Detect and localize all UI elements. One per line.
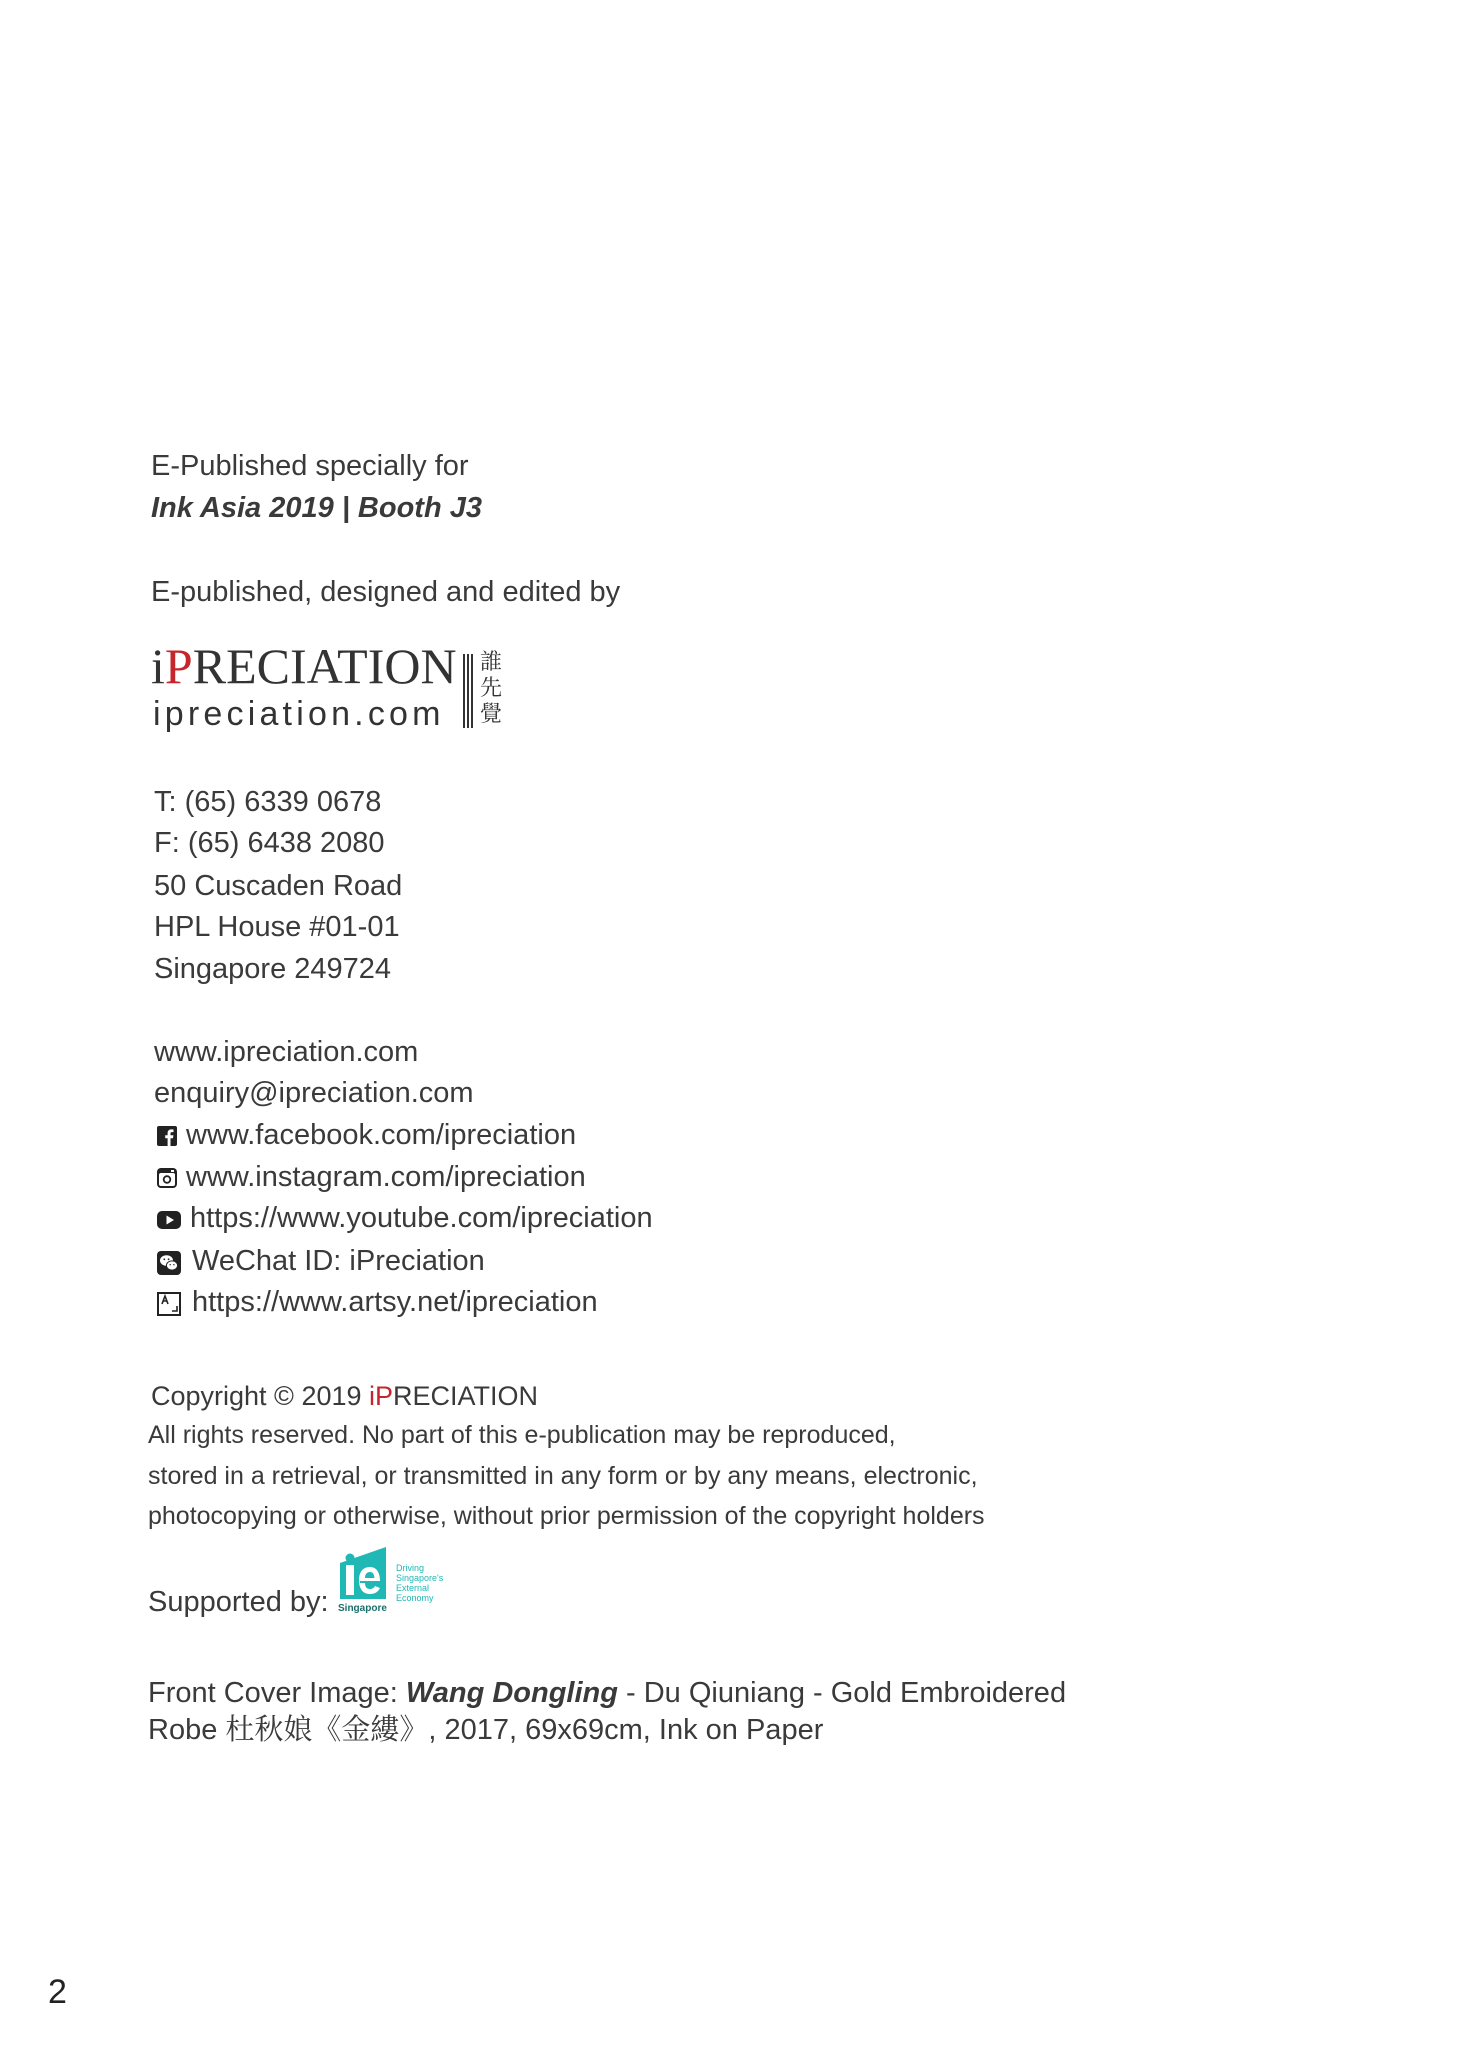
logo-domain: ipreciation.com (153, 695, 445, 733)
address-line-1: 50 Cuscaden Road (154, 870, 403, 902)
wechat-icon (157, 1251, 181, 1275)
rights-line-2: stored in a retrieval, or transmitted in any form or by any means, electronic, (148, 1462, 978, 1490)
phone-text: T: (65) 6339 0678 (154, 786, 382, 818)
publisher-label: E-published, designed and edited by (151, 576, 621, 608)
event-title: Ink Asia 2019 | Booth J3 (151, 492, 482, 524)
fax-text: F: (65) 6438 2080 (154, 827, 385, 859)
published-for-label: E-Published specially for (151, 450, 469, 482)
logo-bars (463, 654, 475, 728)
supported-by-label: Supported by: (148, 1586, 329, 1618)
logo-cjk-char: 誰 (480, 650, 503, 675)
cover-credit-line-1 (148, 1675, 1066, 1711)
address-line-2: HPL House #01-01 (154, 911, 400, 943)
ie-singapore-logo (336, 1541, 456, 1619)
logo-cjk (480, 650, 504, 728)
logo-wordmark (151, 638, 457, 694)
tagline-line: Singapore's (396, 1573, 444, 1583)
artsy-icon (157, 1292, 181, 1316)
logo-rest: RECIATION (192, 638, 457, 694)
page-number: 2 (48, 1973, 67, 2011)
rights-line-3: photocopying or otherwise, without prior permission of the copyright holders (148, 1502, 985, 1530)
ie-logo-country: Singapore (338, 1603, 387, 1614)
logo-accent: P (164, 638, 193, 694)
logo-prefix: i (151, 638, 165, 694)
email-link[interactable]: enquiry@ipreciation.com (154, 1077, 474, 1109)
tagline-line: Economy (396, 1593, 434, 1603)
youtube-icon (157, 1211, 181, 1229)
copyright-brand-i: i (369, 1381, 376, 1411)
wechat-id: WeChat ID: iPreciation (192, 1245, 485, 1277)
copyright-prefix: Copyright © 2019 (151, 1381, 370, 1411)
copyright-line (151, 1378, 538, 1414)
cover-credit-line-2: Robe 杜秋娘《金縷》, 2017, 69x69cm, Ink on Paper (148, 1714, 824, 1746)
facebook-icon (157, 1126, 177, 1146)
address-line-3: Singapore 249724 (154, 953, 392, 985)
artsy-link[interactable]: https://www.artsy.net/ipreciation (192, 1286, 598, 1318)
cover-artist: Wang Dongling (405, 1677, 618, 1709)
youtube-link[interactable]: https://www.youtube.com/ipreciation (190, 1202, 653, 1234)
copyright-brand-rest: RECIATION (393, 1381, 539, 1411)
tagline-line: Driving (396, 1563, 425, 1573)
cover-title: - Du Qiuniang - Gold Embroidered (617, 1677, 1067, 1709)
ie-logo-mark (336, 1541, 388, 1603)
logo-cjk-char: 覺 (480, 702, 503, 727)
facebook-link[interactable]: www.facebook.com/ipreciation (186, 1119, 577, 1151)
website-link[interactable]: www.ipreciation.com (154, 1036, 419, 1068)
tagline-line: External (396, 1583, 430, 1593)
ie-logo-tagline (396, 1563, 443, 1603)
cover-label: Front Cover Image: (148, 1677, 406, 1709)
instagram-link[interactable]: www.instagram.com/ipreciation (186, 1161, 586, 1193)
copyright-brand-p: P (375, 1381, 394, 1411)
logo-cjk-char: 先 (480, 676, 503, 701)
instagram-icon (157, 1168, 177, 1188)
rights-line-1: All rights reserved. No part of this e-publication may be reproduced, (148, 1421, 896, 1449)
